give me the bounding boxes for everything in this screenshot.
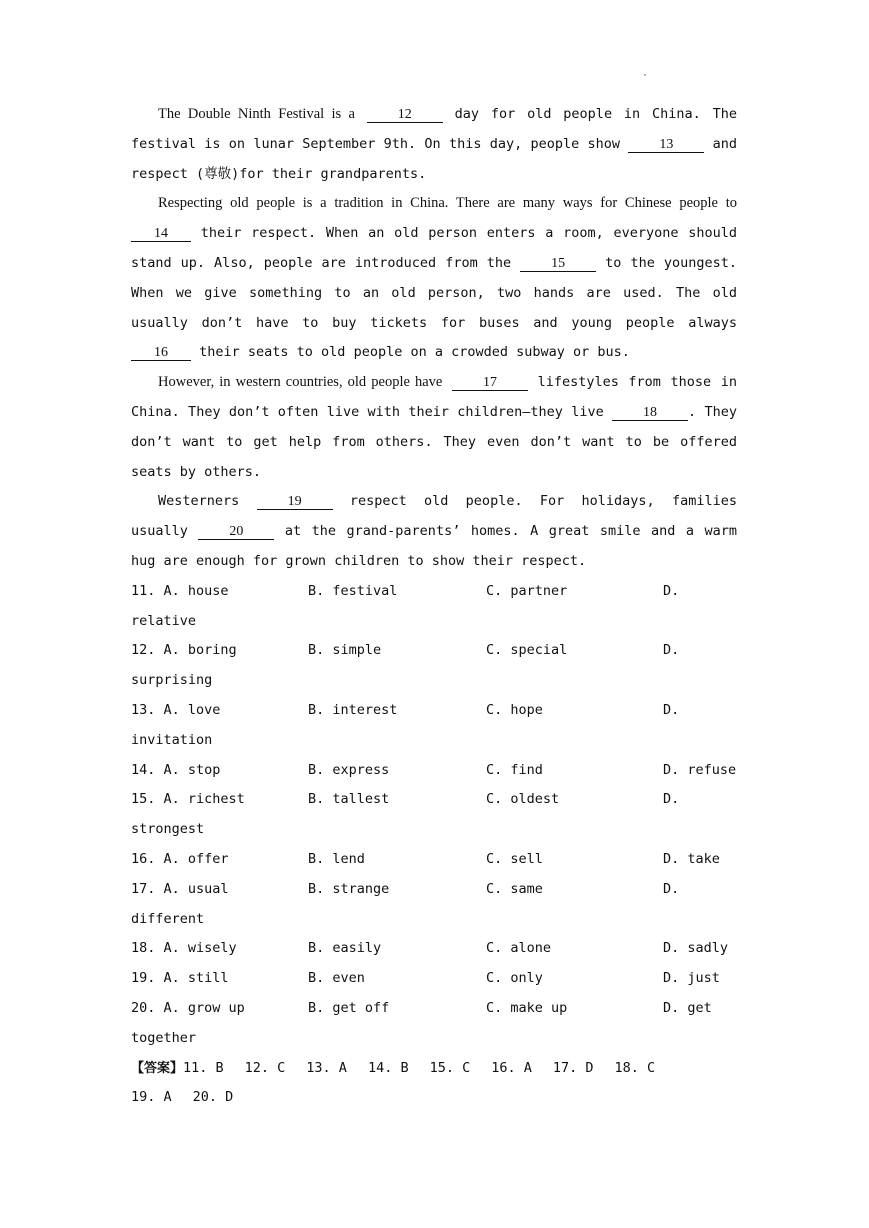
- option-d-text: different: [131, 910, 205, 927]
- document-content: [131, 100, 737, 1113]
- option-c: C. make up: [486, 999, 568, 1016]
- passage-paragraph-2: Respecting old people is a tradition in China. There are many ways for Chinese people to 14 their respect. When an old person enters a room, everyone should stand up. Also, people are introduced from the 15 to the youngest. When we give something to an old person, two hands are used. The old usually don’t have to buy tickets for buses and young people always 16 their seats to old people on a crowded subway or bus.: [131, 195, 738, 361]
- option-d: D. take: [663, 850, 720, 867]
- option-a: 18. A. wisely: [131, 940, 237, 957]
- option-a: 16. A. offer: [131, 850, 229, 867]
- blank-18: 18: [612, 406, 688, 421]
- answer-item: 15. C: [429, 1059, 471, 1076]
- answer-item: 18. C: [614, 1059, 656, 1076]
- answer-key: [131, 1054, 737, 1114]
- option-d-text: invitation: [131, 731, 213, 748]
- option-a: 20. A. grow up: [131, 999, 245, 1016]
- answer-item: 13. A: [306, 1059, 347, 1076]
- blank-17: 17: [452, 376, 528, 391]
- question-12: [131, 636, 737, 696]
- option-b: B. even: [308, 970, 365, 987]
- option-b: B. simple: [308, 642, 382, 659]
- question-20: [131, 994, 737, 1054]
- option-c: C. sell: [486, 850, 543, 867]
- option-c: C. hope: [486, 701, 543, 718]
- option-a: 13. A. love: [131, 701, 221, 718]
- answer-item: 16. A: [491, 1059, 532, 1076]
- option-d-text: relative: [131, 612, 197, 629]
- question-13: [131, 696, 737, 756]
- question-14: [131, 756, 737, 786]
- option-a: 12. A. boring: [131, 642, 237, 659]
- page-mark: ·: [642, 70, 649, 81]
- option-a: 19. A. still: [131, 970, 229, 987]
- answer-item: 20. D: [192, 1089, 234, 1106]
- answer-label: 【答案】: [131, 1060, 184, 1076]
- option-b: B. easily: [308, 940, 382, 957]
- blank-12: 12: [367, 108, 443, 123]
- option-d: D.: [663, 642, 680, 659]
- answer-item: 17. D: [552, 1059, 594, 1076]
- blank-13: 13: [628, 138, 704, 153]
- question-11: [131, 577, 737, 637]
- option-d: D.: [663, 880, 680, 897]
- option-a: 15. A. richest: [131, 791, 245, 808]
- passage-paragraph-1: The Double Ninth Festival is a 12 day for old people in China. The festival is on lunar September 9th. On this day, people show 13 and respect (尊敬)for their grandparents.: [131, 106, 737, 182]
- answer-item: 14. B: [367, 1059, 409, 1076]
- question-19: [131, 964, 737, 994]
- option-a: 11. A. house: [131, 582, 229, 599]
- question-16: [131, 845, 737, 875]
- option-b: B. strange: [308, 880, 390, 897]
- option-d: D.: [663, 701, 680, 718]
- option-c: C. special: [486, 642, 568, 659]
- option-d: D. sadly: [663, 940, 729, 957]
- option-a: 14. A. stop: [131, 761, 221, 778]
- option-b: B. express: [308, 761, 390, 778]
- option-d: D.: [663, 582, 680, 599]
- option-d: D. get: [663, 999, 712, 1016]
- option-d: D.: [663, 791, 680, 808]
- option-b: B. festival: [308, 582, 398, 599]
- option-d-text: surprising: [131, 672, 213, 689]
- option-d-text: strongest: [131, 821, 205, 838]
- option-c: C. partner: [486, 582, 568, 599]
- blank-19: 19: [257, 495, 333, 510]
- option-b: B. tallest: [308, 791, 390, 808]
- question-18: [131, 934, 737, 964]
- option-c: C. find: [486, 761, 543, 778]
- option-d: D. just: [663, 970, 720, 987]
- passage-paragraph-3: However, in western countries, old people have 17 lifestyles from those in China. They don’t often live with their children—they live 18 . They don’t want to get help from others. They even don’t want to be offered seats by others.: [131, 374, 737, 480]
- passage-paragraph-4: Westerners 19 respect old people. For holidays, families usually 20 at the grand-parents’ homes. A great smile and a warm hug are enough for grown children to show their respect.: [131, 493, 737, 569]
- option-a: 17. A. usual: [131, 880, 229, 897]
- option-c: C. alone: [486, 940, 552, 957]
- option-d: D. refuse: [663, 761, 737, 778]
- blank-15: 15: [520, 257, 596, 272]
- option-b: B. interest: [308, 701, 398, 718]
- blank-16: 16: [131, 346, 191, 361]
- option-b: B. get off: [308, 999, 390, 1016]
- answer-item: 12. C: [244, 1059, 286, 1076]
- blank-20: 20: [198, 525, 274, 540]
- option-c: C. oldest: [486, 791, 560, 808]
- option-d-text: together: [131, 1029, 197, 1046]
- answer-item: 11. B: [183, 1059, 224, 1076]
- option-b: B. lend: [308, 850, 365, 867]
- question-17: [131, 875, 737, 935]
- option-c: C. only: [486, 970, 543, 987]
- question-15: [131, 785, 737, 845]
- option-c: C. same: [486, 880, 543, 897]
- blank-14: 14: [131, 227, 191, 242]
- answer-item: 19. A: [131, 1089, 172, 1106]
